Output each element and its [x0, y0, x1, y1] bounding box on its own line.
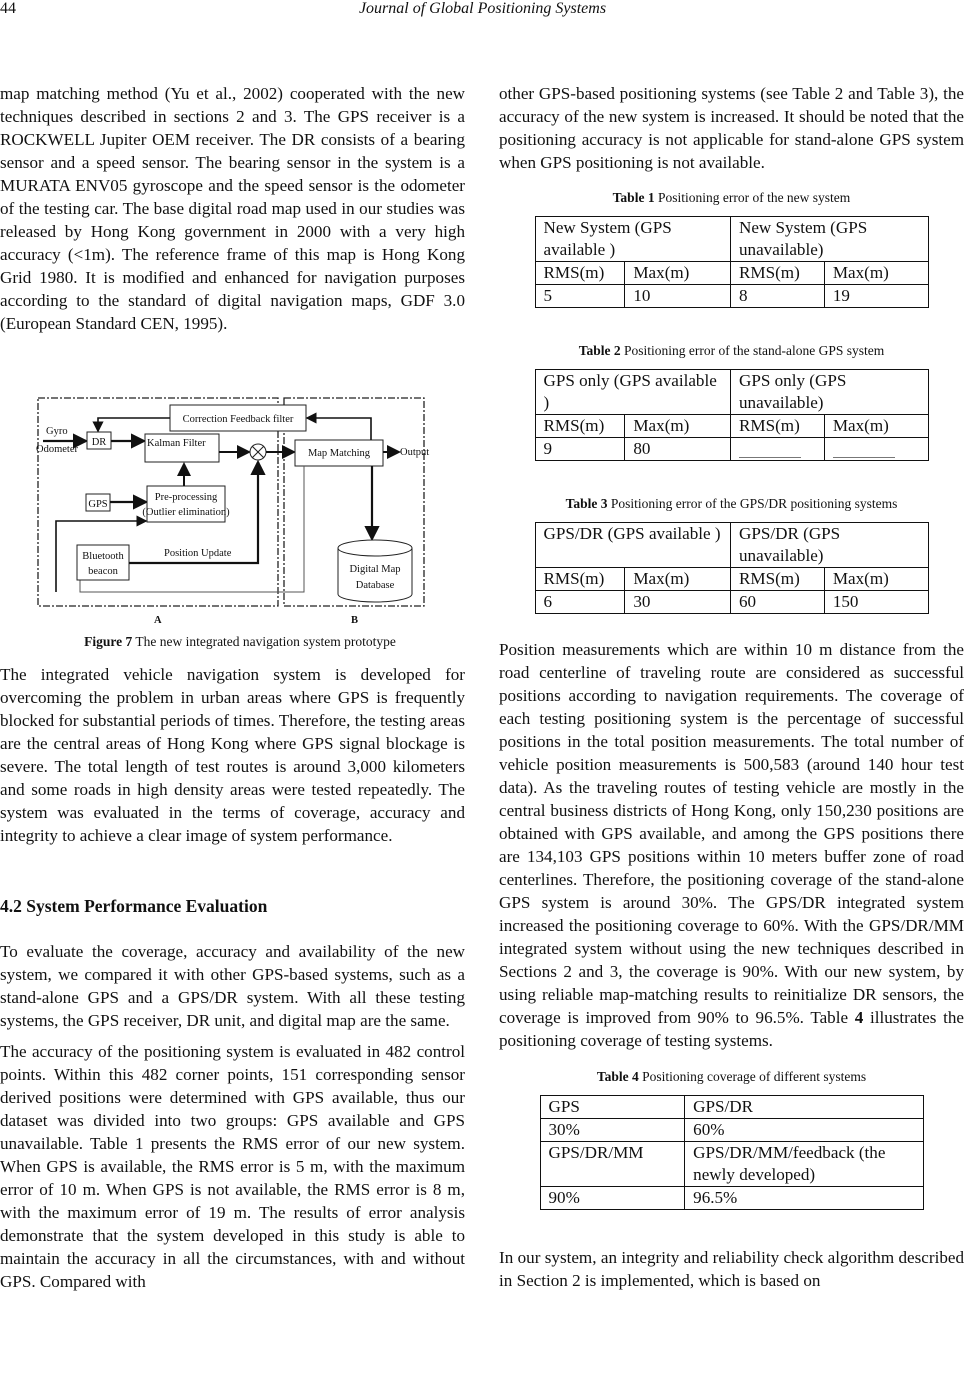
table-cell: 10: [625, 285, 731, 308]
table-cell: Max(m): [824, 415, 928, 438]
svg-text:Kalman Filter: Kalman Filter: [147, 438, 206, 449]
table-cell: RMS(m): [731, 262, 825, 285]
table-cell: 96.5%: [685, 1187, 923, 1210]
svg-text:B: B: [351, 615, 359, 626]
table-3-positioning-error-gps-dr: [535, 522, 929, 614]
left-column: [0, 82, 465, 335]
table-cell: RMS(m): [731, 415, 825, 438]
svg-text:Database: Database: [355, 580, 395, 591]
svg-text:Output: Output: [400, 447, 430, 458]
table-cell: 30: [625, 591, 731, 614]
table-cell: 8: [731, 285, 825, 308]
blank-dash: [739, 457, 801, 458]
table-cell: 60: [731, 591, 825, 614]
table-cell: 90%: [540, 1187, 685, 1210]
table-2-header-gps-available: GPS only (GPS available ): [535, 370, 731, 415]
table-cell-not-applicable: [824, 438, 928, 461]
table-3-caption: Table 3 Positioning error of the GPS/DR positioning systems: [565, 496, 898, 511]
table-cell: RMS(m): [535, 262, 625, 285]
figure-7-caption: Figure 7 The new integrated navigation system prototype: [84, 634, 396, 649]
table-cell: 30%: [540, 1119, 685, 1142]
blank-dash: [833, 457, 895, 458]
svg-text:Correction Feedback filter: Correction Feedback filter: [182, 414, 294, 425]
table-4-positioning-coverage: [540, 1095, 924, 1210]
section-heading-4-2: 4.2 System Performance Evaluation: [0, 896, 268, 916]
table-cell: Max(m): [824, 568, 928, 591]
table-cell: 150: [824, 591, 928, 614]
table-3-header-gps-unavailable: GPS/DR (GPS unavailable): [731, 523, 929, 568]
table-cell: Max(m): [824, 262, 928, 285]
svg-text:A: A: [154, 615, 162, 626]
table-cell: RMS(m): [535, 415, 625, 438]
svg-text:(Outlier elimination): (Outlier elimination): [142, 507, 230, 518]
table-cell: GPS/DR/MM: [540, 1142, 685, 1187]
svg-text:Digital Map: Digital Map: [349, 564, 401, 575]
svg-text:Map Matching: Map Matching: [307, 448, 371, 459]
table-cell: RMS(m): [535, 568, 625, 591]
svg-text:GPS: GPS: [88, 499, 108, 510]
paragraph-integrity: In our system, an integrity and reliability check algorithm described in Section 2 is implemented, which is based on: [499, 1248, 964, 1290]
digital-map-database: [338, 540, 412, 602]
table-2-positioning-error-standalone-gps: [535, 369, 929, 461]
table-cell-not-applicable: [731, 438, 825, 461]
table-3-header-gps-available: GPS/DR (GPS available ): [535, 523, 731, 568]
paragraph-coverage: Position measurements which are within 10 m distance from the road centerline of traveling route are considered as successful positions according to navigation requirements. The coverage of each testing positioning system is the percentage of successful positions in the total position measurements. The total number of vehicle position measurements is 500,583 (around 140 hour test data). As the traveling routes of testing vehicle are mostly in the central business districts of Hong Kong, only 150,230 positions are obtained with GPS available, and among the GPS positions there are 134,103 GPS positions within 10 meters buffer zone of road centerlines. Therefore, the positioning coverage of the stand-alone GPS system is around 30%. The GPS/DR integrated system increased the positioning coverage to 60%. With the GPS/DR/MM integrated system without using the new techniques described in Sections 2 and 3, the coverage is 90%. With our new system, by using reliable map-matching results to reinitialize DR sensors, the coverage is improved from 90% to 96.5%. Table 4 illustrates the positioning coverage of testing systems.: [499, 640, 964, 1050]
system-block-diagram: [36, 396, 431, 626]
paragraph-evaluation-intro: To evaluate the coverage, accuracy and availability of the new system, we compared it with other GPS-based systems, such as a stand-alone GPS and a GPS/DR system. With all these testing systems, the GPS receiver, DR unit, and digital map are the same.: [0, 942, 465, 1030]
table-cell: RMS(m): [731, 568, 825, 591]
paragraph-comparison: other GPS-based positioning systems (see Table 2 and Table 3), the accuracy of the new system is increased. It should be noted that the positioning accuracy is not applicable for stand-alone GPS system when GPS positioning is not available.: [499, 84, 964, 172]
table-2-header-gps-unavailable: GPS only (GPS unavailable): [731, 370, 929, 415]
table-cell: Max(m): [625, 568, 731, 591]
running-header: [0, 0, 965, 22]
table-cell: 80: [625, 438, 731, 461]
paragraph-test-areas: The integrated vehicle navigation system is developed for overcoming the problem in urban areas where GPS is frequently blocked for substantial periods of times. Therefore, the testing areas are the central areas of Hong Kong where GPS signal blockage is severe. The total length of test routes is around 3,000 kilometers and some roads in high density areas were tested repeatedly. The system was evaluated in the terms of coverage, accuracy and integrity to achieve a clear image of system performance.: [0, 665, 465, 845]
table-cell: GPS/DR/MM/feedback (the newly developed): [685, 1142, 923, 1187]
table-cell: 5: [535, 285, 625, 308]
table-cell: GPS/DR: [685, 1096, 923, 1119]
table-1-header-gps-unavailable: New System (GPS unavailable): [731, 217, 929, 262]
table-cell: Max(m): [625, 415, 731, 438]
svg-text:beacon: beacon: [88, 566, 118, 577]
table-1-positioning-error-new-system: [535, 216, 929, 308]
page-number: 44: [0, 0, 16, 17]
svg-text:Position Update: Position Update: [164, 548, 232, 559]
table-4-caption: Table 4 Positioning coverage of different systems: [596, 1069, 867, 1084]
journal-title: Journal of Global Positioning Systems: [358, 0, 607, 17]
left-column-lower: [0, 663, 465, 1293]
svg-text:Bluetooth: Bluetooth: [82, 551, 124, 562]
svg-text:Gyro: Gyro: [46, 426, 68, 437]
table-1-caption: Table 1 Positioning error of the new system: [612, 190, 851, 205]
paragraph-accuracy: The accuracy of the positioning system is evaluated in 482 control points. Within this 482 corner points, 151 corresponding sensor derived positions were determined with GPS available, thus our dataset was divided into two groups: GPS available and GPS unavailable. Table 1 presents the RMS error of our new system. When GPS is available, the RMS error is 5 m, with the maximum error of 10 m. When GPS is not available, the RMS error is 8 m, with the maximum error of 19 m. The results of error analysis demonstrate that the system developed in this study is able to maintain the accuracy in all the circumstances, with and without GPS. Compared with: [0, 1042, 465, 1291]
table-cell: 60%: [685, 1119, 923, 1142]
table-cell: GPS: [540, 1096, 685, 1119]
table-1-header-gps-available: New System (GPS available ): [535, 217, 731, 262]
table-cell: 19: [824, 285, 928, 308]
svg-text:Pre-processing: Pre-processing: [154, 492, 218, 503]
paragraph-hardware: map matching method (Yu et al., 2002) cooperated with the new techniques described in sections 2 and 3. The GPS receiver is a ROCKWELL Jupiter OEM receiver. The DR consists of a bearing sensor and a speed sensor. The bearing sensor in the system is a MURATA ENV05 gyroscope and the speed sensor is the odometer of the testing car. The base digital road map used in our studies was released by Hong Kong government in 2000 with a very high accuracy (<1m). The reference frame of this map is Hong Kong Grid 1980. It is modified and enhanced for navigation purposes according to the standard of digital navigation maps, GDF 3.0 (European Standard CEN, 1995).: [0, 84, 465, 333]
table-2-caption: Table 2 Positioning error of the stand-alone GPS system: [578, 343, 885, 358]
right-column: [499, 82, 964, 1292]
figure-7-diagram: [36, 396, 431, 626]
svg-text:Odometer: Odometer: [36, 444, 78, 455]
table-cell: 6: [535, 591, 625, 614]
svg-text:DR: DR: [91, 437, 107, 448]
table-cell: 9: [535, 438, 625, 461]
table-cell: Max(m): [625, 262, 731, 285]
